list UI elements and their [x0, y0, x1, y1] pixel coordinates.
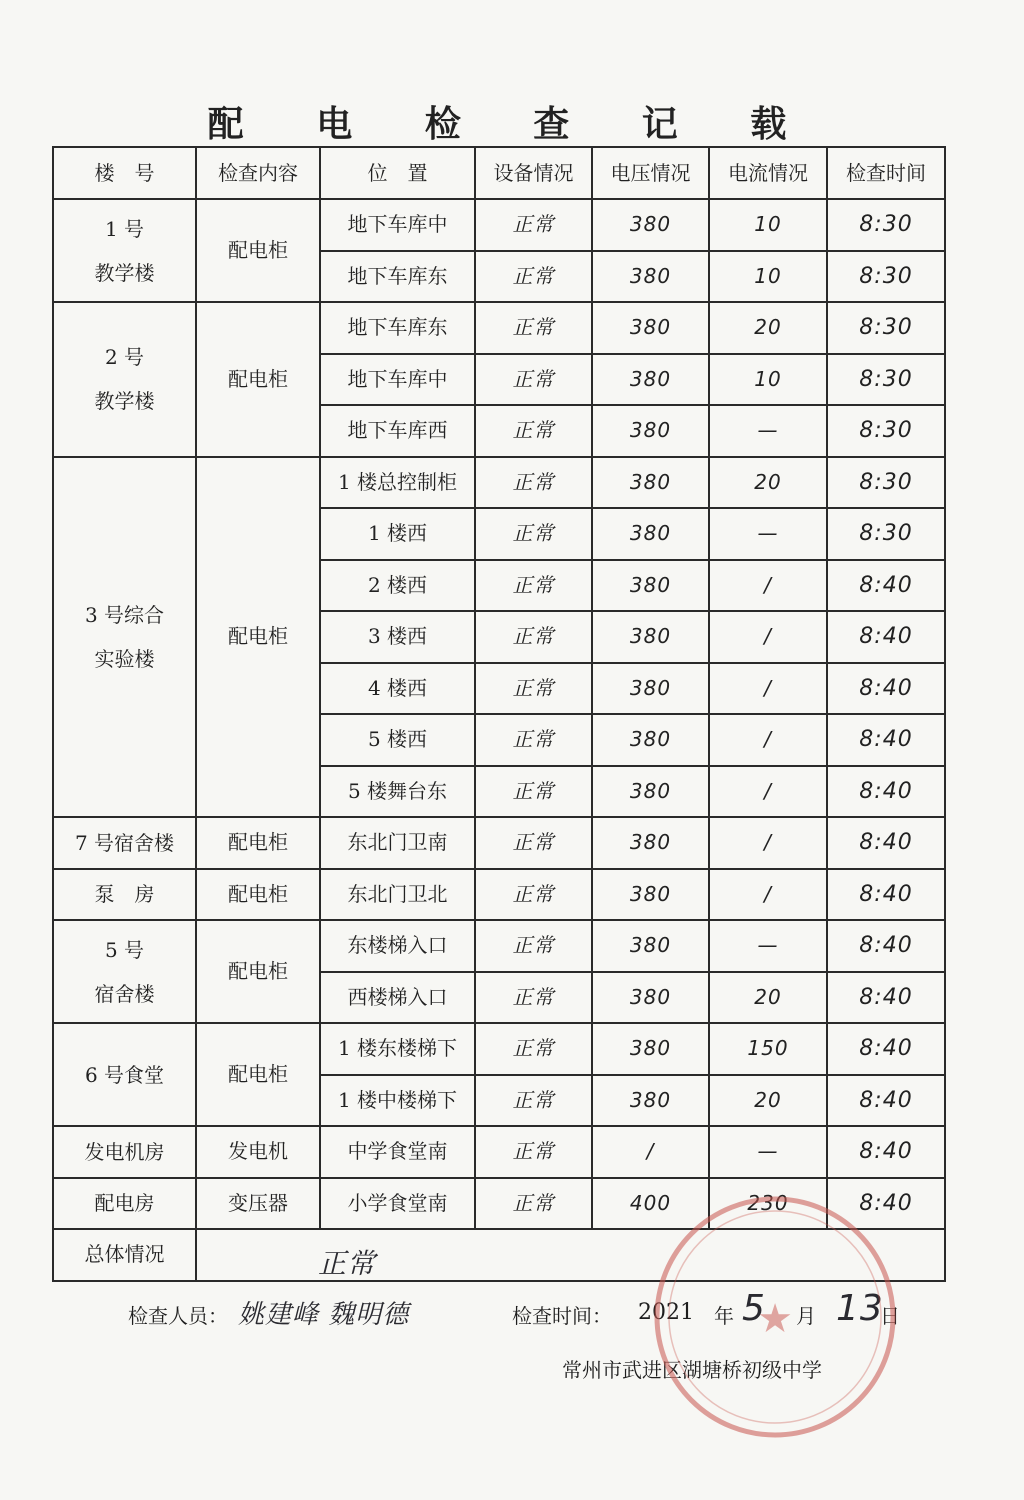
year-unit: 年 [714, 1304, 734, 1328]
inspection-year: 2021 [638, 1300, 694, 1325]
content-cell: 配电柜 [196, 817, 320, 869]
building-name-line: 教学楼 [94, 389, 155, 414]
current-cell: — [709, 1126, 827, 1178]
current-cell: 20 [709, 972, 827, 1024]
building-cell [53, 457, 196, 818]
equipment-cell: 正常 [475, 1126, 592, 1178]
equipment-cell: 正常 [475, 714, 592, 766]
voltage-cell: 380 [592, 714, 709, 766]
inspection-table-body [53, 147, 945, 1281]
building-cell [53, 869, 196, 921]
equipment-cell: 正常 [475, 251, 592, 303]
equipment-cell: 正常 [475, 354, 592, 406]
building-cell [53, 1023, 196, 1126]
table-row [53, 199, 945, 251]
voltage-cell: 380 [592, 457, 709, 509]
time-cell: 8:30 [827, 354, 945, 406]
equipment-cell: 正常 [475, 457, 592, 509]
header-voltage: 电压情况 [592, 147, 709, 199]
table-row [53, 302, 945, 354]
equipment-cell: 正常 [475, 972, 592, 1024]
voltage-cell: 380 [592, 251, 709, 303]
current-cell: — [709, 405, 827, 457]
voltage-cell: 380 [592, 766, 709, 818]
building-name-line: 发电机房 [84, 1139, 165, 1164]
overall-value: 正常 [318, 1247, 377, 1280]
building-name-line: 1 号 [104, 216, 145, 241]
inspection-month: 5 [742, 1288, 766, 1329]
content-cell: 发电机 [196, 1126, 320, 1178]
current-cell: / [709, 869, 827, 921]
time-cell: 8:30 [827, 457, 945, 509]
content-cell: 配电柜 [196, 920, 320, 1023]
table-row [53, 457, 945, 509]
time-cell: 8:40 [827, 611, 945, 663]
building-cell [53, 817, 196, 869]
equipment-cell: 正常 [475, 869, 592, 921]
content-cell: 变压器 [196, 1178, 320, 1230]
header-content: 检查内容 [196, 147, 320, 199]
current-cell: — [709, 920, 827, 972]
current-cell: 10 [709, 199, 827, 251]
location-cell: 1 楼中楼梯下 [320, 1075, 475, 1127]
building-name-line: 2 号 [104, 345, 145, 370]
voltage-cell: 400 [592, 1178, 709, 1230]
building-cell [53, 920, 196, 1023]
voltage-cell: 380 [592, 817, 709, 869]
table-row [53, 817, 945, 869]
table-row [53, 1023, 945, 1075]
time-cell: 8:30 [827, 508, 945, 560]
voltage-cell: 380 [592, 920, 709, 972]
voltage-cell: 380 [592, 972, 709, 1024]
building-name-line: 3 号综合 [84, 602, 165, 627]
building-cell [53, 302, 196, 457]
building-name-line: 泵 房 [94, 882, 155, 907]
voltage-cell: 380 [592, 663, 709, 715]
current-cell: 10 [709, 251, 827, 303]
equipment-cell: 正常 [475, 1075, 592, 1127]
time-cell: 8:40 [827, 920, 945, 972]
inspector-label: 检查人员： [128, 1304, 228, 1328]
time-cell: 8:40 [827, 663, 945, 715]
voltage-cell: 380 [592, 1075, 709, 1127]
current-cell: 20 [709, 302, 827, 354]
current-cell: / [709, 817, 827, 869]
table-header-row [53, 147, 945, 199]
time-cell: 8:40 [827, 972, 945, 1024]
building-name-line: 教学楼 [94, 260, 155, 285]
time-cell: 8:30 [827, 251, 945, 303]
content-cell: 配电柜 [196, 199, 320, 302]
location-cell: 3 楼西 [320, 611, 475, 663]
location-cell: 西楼梯入口 [320, 972, 475, 1024]
content-cell: 配电柜 [196, 457, 320, 818]
time-cell: 8:40 [827, 1023, 945, 1075]
location-cell: 地下车库西 [320, 405, 475, 457]
current-cell: / [709, 714, 827, 766]
voltage-cell: 380 [592, 1023, 709, 1075]
location-cell: 东北门卫北 [320, 869, 475, 921]
header-building: 楼 号 [53, 147, 196, 199]
building-name-line: 5 号 [104, 937, 145, 962]
inspection-table [52, 146, 946, 1282]
time-cell: 8:40 [827, 869, 945, 921]
location-cell: 1 楼东楼梯下 [320, 1023, 475, 1075]
location-cell: 1 楼总控制柜 [320, 457, 475, 509]
voltage-cell: 380 [592, 869, 709, 921]
voltage-cell: 380 [592, 560, 709, 612]
equipment-cell: 正常 [475, 817, 592, 869]
building-name-line: 7 号宿舍楼 [74, 830, 175, 855]
voltage-cell: 380 [592, 354, 709, 406]
voltage-cell: 380 [592, 199, 709, 251]
building-name-line: 配电房 [94, 1191, 155, 1216]
location-cell: 5 楼西 [320, 714, 475, 766]
location-cell: 东楼梯入口 [320, 920, 475, 972]
school-name: 常州市武进区湖塘桥初级中学 [562, 1358, 822, 1382]
time-cell: 8:30 [827, 405, 945, 457]
equipment-cell: 正常 [475, 302, 592, 354]
equipment-cell: 正常 [475, 663, 592, 715]
equipment-cell: 正常 [475, 611, 592, 663]
building-cell [53, 1126, 196, 1178]
building-name-line: 实验楼 [94, 646, 155, 671]
location-cell: 地下车库东 [320, 251, 475, 303]
current-cell: / [709, 611, 827, 663]
table-row [53, 869, 945, 921]
current-cell: / [709, 663, 827, 715]
building-name-line: 6 号食堂 [84, 1062, 165, 1087]
inspector-signatures: 姚建峰 魏明德 [238, 1300, 410, 1330]
location-cell: 小学食堂南 [320, 1178, 475, 1230]
inspection-day: 13 [836, 1288, 884, 1329]
table-row [53, 920, 945, 972]
overall-label: 总体情况 [53, 1229, 196, 1281]
time-cell: 8:40 [827, 1126, 945, 1178]
header-location: 位 置 [320, 147, 475, 199]
location-cell: 中学食堂南 [320, 1126, 475, 1178]
building-name-line: 宿舍楼 [94, 981, 155, 1006]
time-cell: 8:40 [827, 766, 945, 818]
table-row [53, 1126, 945, 1178]
equipment-cell: 正常 [475, 405, 592, 457]
header-equipment: 设备情况 [475, 147, 592, 199]
content-cell: 配电柜 [196, 302, 320, 457]
time-cell: 8:40 [827, 1075, 945, 1127]
document-title: 配 电 检 查 记 载 [207, 104, 817, 145]
current-cell: 10 [709, 354, 827, 406]
current-cell: 230 [709, 1178, 827, 1230]
location-cell: 东北门卫南 [320, 817, 475, 869]
content-cell: 配电柜 [196, 869, 320, 921]
current-cell: 20 [709, 1075, 827, 1127]
equipment-cell: 正常 [475, 560, 592, 612]
location-cell: 5 楼舞台东 [320, 766, 475, 818]
equipment-cell: 正常 [475, 1178, 592, 1230]
current-cell: / [709, 766, 827, 818]
time-cell: 8:40 [827, 1178, 945, 1230]
building-cell [53, 1178, 196, 1230]
time-cell: 8:30 [827, 302, 945, 354]
voltage-cell: 380 [592, 611, 709, 663]
equipment-cell: 正常 [475, 199, 592, 251]
time-cell: 8:40 [827, 817, 945, 869]
equipment-cell: 正常 [475, 508, 592, 560]
official-seal [650, 1192, 900, 1442]
current-cell: 20 [709, 457, 827, 509]
time-cell: 8:40 [827, 714, 945, 766]
voltage-cell: 380 [592, 508, 709, 560]
voltage-cell: 380 [592, 405, 709, 457]
location-cell: 地下车库中 [320, 199, 475, 251]
equipment-cell: 正常 [475, 766, 592, 818]
current-cell: — [709, 508, 827, 560]
content-cell: 配电柜 [196, 1023, 320, 1126]
location-cell: 2 楼西 [320, 560, 475, 612]
current-cell: / [709, 560, 827, 612]
time-cell: 8:30 [827, 199, 945, 251]
day-unit: 日 [880, 1304, 900, 1328]
svg-text:★: ★ [757, 1296, 793, 1342]
location-cell: 地下车库东 [320, 302, 475, 354]
header-time: 检查时间 [827, 147, 945, 199]
equipment-cell: 正常 [475, 1023, 592, 1075]
equipment-cell: 正常 [475, 920, 592, 972]
location-cell: 1 楼西 [320, 508, 475, 560]
location-cell: 4 楼西 [320, 663, 475, 715]
location-cell: 地下车库中 [320, 354, 475, 406]
voltage-cell: 380 [592, 302, 709, 354]
building-cell [53, 199, 196, 302]
month-unit: 月 [796, 1304, 816, 1328]
current-cell: 150 [709, 1023, 827, 1075]
inspection-time-label: 检查时间： [512, 1304, 612, 1328]
voltage-cell: / [592, 1126, 709, 1178]
time-cell: 8:40 [827, 560, 945, 612]
header-current: 电流情况 [709, 147, 827, 199]
